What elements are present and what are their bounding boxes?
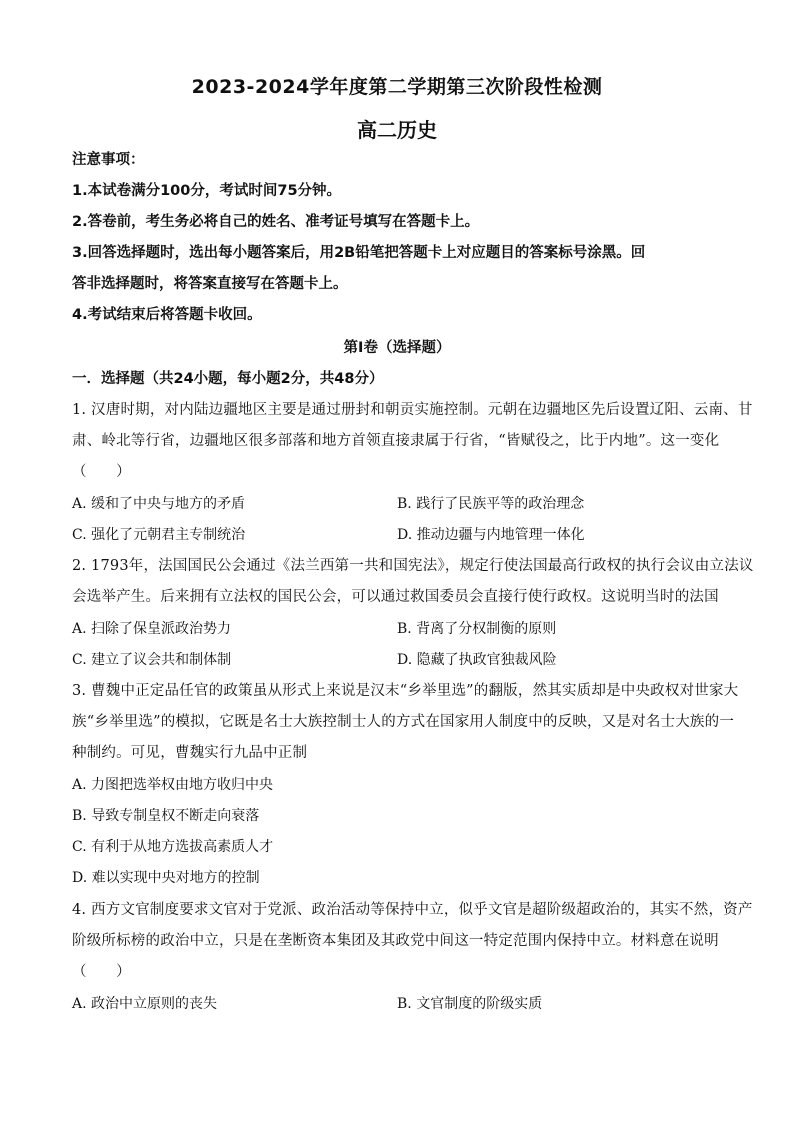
question-1-option-b: B. 践行了民族平等的政治理念 bbox=[397, 496, 585, 512]
notice-item: 答非选择题时，将答案直接写在答题卡上。 bbox=[72, 276, 348, 292]
question-1-option-c: C. 强化了元朝君主专制统治 bbox=[72, 527, 246, 543]
question-2-option-c: C. 建立了议会共和制体制 bbox=[72, 652, 232, 668]
question-2-line: 会选举产生。后来拥有立法权的国民公会，可以通过救国委员会直接行使行政权。这说明当时的法国 bbox=[72, 589, 719, 605]
question-1-line: 肃、岭北等行省，边疆地区很多部落和地方首领直接隶属于行省，“皆赋役之，比于内地”。这一变化 bbox=[72, 433, 720, 449]
question-4-line: 4. 西方文官制度要求文官对于党派、政治活动等保持中立，似乎文官是超阶级超政治的，其实不然，资产 bbox=[72, 902, 753, 918]
question-3-line: 族“乡举里选”的模拟，它既是名士大族控制士人的方式在国家用人制度中的反映，又是对名士大族的一 bbox=[72, 714, 735, 730]
question-3-option-a: A. 力图把选举权由地方收归中央 bbox=[72, 777, 274, 793]
question-4-option-b: B. 文官制度的阶级实质 bbox=[397, 996, 543, 1012]
question-1-option-a: A. 缓和了中央与地方的矛盾 bbox=[72, 496, 246, 512]
subject-title: 高二历史 bbox=[357, 118, 437, 142]
section-heading: 一．选择题（共24小题，每小题2分，共48分） bbox=[72, 371, 384, 387]
question-3-line: 种制约。可见，曹魏实行九品中正制 bbox=[72, 745, 308, 761]
question-2-option-a: A. 扫除了保皇派政治势力 bbox=[72, 621, 232, 637]
question-3-option-b: B. 导致专制皇权不断走向衰落 bbox=[72, 808, 260, 824]
question-3-option-c: C. 有利于从地方选拔高素质人才 bbox=[72, 839, 274, 855]
question-2-line: 2. 1793年，法国国民公会通过《法兰西第一共和国宪法》，规定行使法国最高行政权的执行会议由立法议 bbox=[72, 558, 754, 574]
question-1-line: 1. 汉唐时期，对内陆边疆地区主要是通过册封和朝贡实施控制。元朝在边疆地区先后设置辽阳、云南、甘 bbox=[72, 402, 753, 418]
question-4-line: 阶级所标榜的政治中立，只是在垄断资本集团及其政党中间这一特定范围内保持中立。材料意在说明 bbox=[72, 933, 719, 949]
notice-heading: 注意事项： bbox=[72, 152, 145, 168]
question-2-option-d: D. 隐藏了执政官独裁风险 bbox=[397, 652, 557, 668]
question-4-option-a: A. 政治中立原则的丧失 bbox=[72, 996, 218, 1012]
question-1-option-d: D. 推动边疆与内地管理一体化 bbox=[397, 527, 585, 543]
question-2-option-b: B. 背离了分权制衡的原则 bbox=[397, 621, 557, 637]
question-3-option-d: D. 难以实现中央对地方的控制 bbox=[72, 870, 260, 886]
notice-item: 3.回答选择题时，选出每小题答案后，用2B铅笔把答题卡上对应题目的答案标号涂黑。回 bbox=[72, 245, 646, 261]
question-4-bracket: （ ） bbox=[72, 964, 131, 980]
exam-title: 2023-2024学年度第二学期第三次阶段性检测 bbox=[191, 76, 603, 98]
part-title: 第Ⅰ卷（选择题） bbox=[343, 340, 451, 356]
notice-item: 2.答卷前，考生务必将自己的姓名、准考证号填写在答题卡上。 bbox=[72, 214, 480, 230]
question-3-line: 3. 曹魏中正定品任官的政策虽从形式上来说是汉末“乡举里选”的翻版，然其实质却是中央政权对世家大 bbox=[72, 683, 739, 699]
notice-item: 4.考试结束后将答题卡收回。 bbox=[72, 307, 262, 323]
question-1-bracket: （ ） bbox=[72, 464, 131, 480]
notice-item: 1.本试卷满分100分，考试时间75分钟。 bbox=[72, 183, 342, 199]
